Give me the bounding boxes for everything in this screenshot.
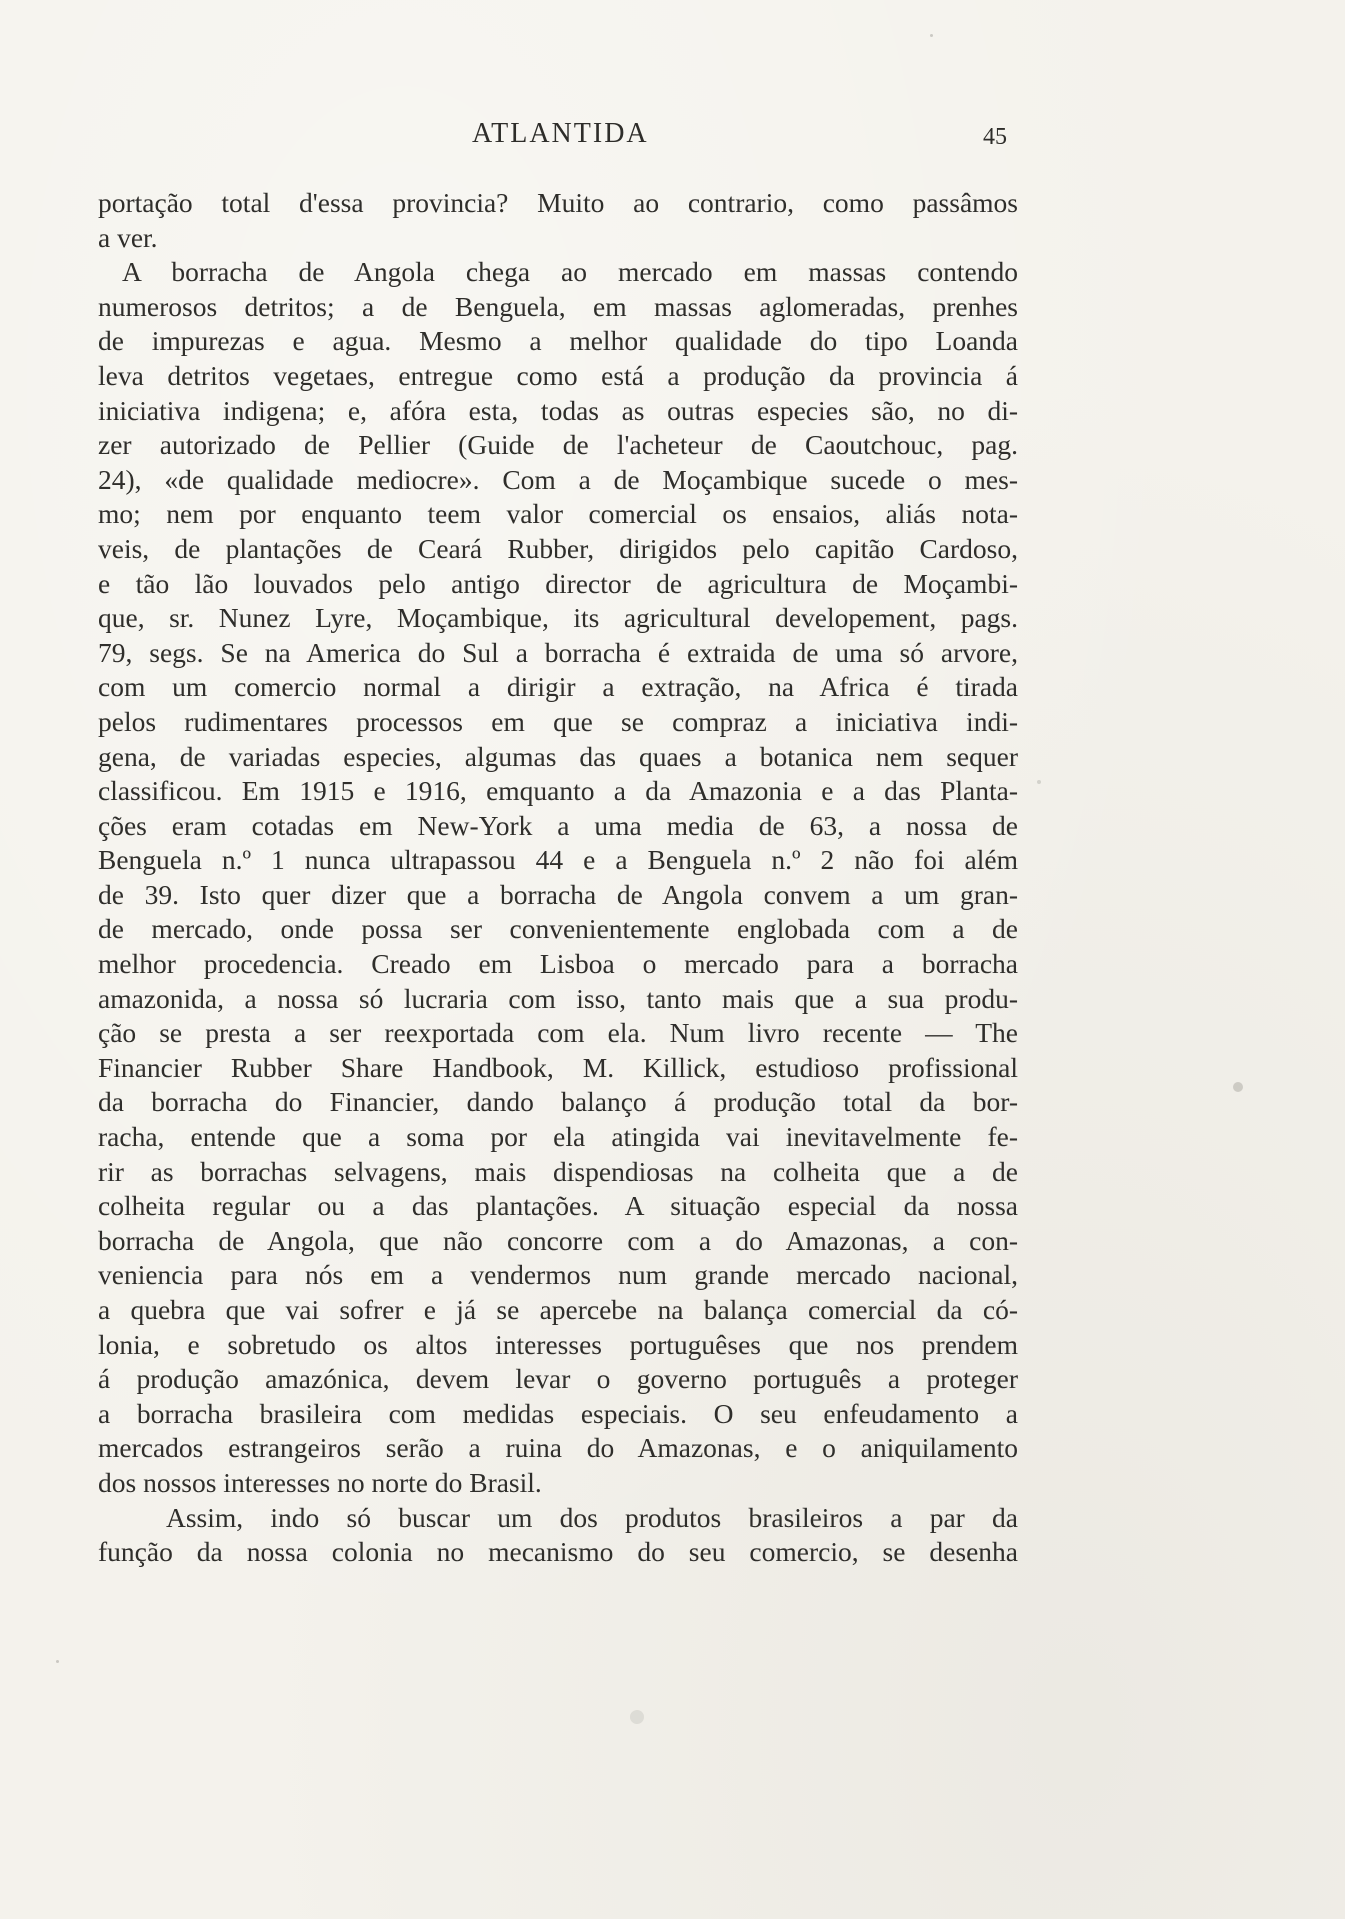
text-line: a ver.	[98, 221, 158, 253]
text-line: 79, segs. Se na America do Sul a borracha é extraida de uma só arvore,	[98, 636, 1018, 668]
text-line: Benguela n.º 1 nunca ultrapassou 44 e a Benguela n.º 2 não foi além	[98, 844, 1018, 876]
text-line: Financier Rubber Share Handbook, M. Killick, estudioso profissional	[98, 1051, 1018, 1083]
page-number: 45	[983, 124, 1007, 150]
text-line: dos nossos interesses no norte do Brasil.	[98, 1466, 542, 1498]
text-line: mo; nem por enquanto teem valor comercial os ensaios, aliás nota-	[98, 498, 1018, 530]
text-line: Assim, indo só buscar um dos produtos brasileiros a par da	[166, 1501, 1018, 1533]
text-line: a borracha brasileira com medidas especiais. O seu enfeudamento a	[98, 1397, 1018, 1429]
text-line: gena, de variadas especies, algumas das quaes a botanica nem sequer	[98, 740, 1018, 772]
text-line: ções eram cotadas em New-York a uma media de 63, a nossa de	[98, 809, 1018, 841]
running-title: ATLANTIDA	[472, 118, 649, 149]
text-line: a quebra que vai sofrer e já se apercebe na balança comercial da có-	[98, 1294, 1018, 1325]
text-line: classificou. Em 1915 e 1916, emquanto a da Amazonia e a das Planta-	[98, 775, 1018, 807]
paper-speck	[56, 1660, 59, 1663]
text-line: á produção amazónica, devem levar o governo português a proteger	[98, 1363, 1018, 1395]
paper-speck	[1233, 1082, 1243, 1092]
text-line: melhor procedencia. Creado em Lisboa o mercado para a borracha	[98, 948, 1018, 980]
text-line: função da nossa colonia no mecanismo do seu comercio, se desenha	[98, 1536, 1018, 1568]
text-line: pelos rudimentares processos em que se compraz a iniciativa indi-	[98, 705, 1018, 737]
text-line: amazonida, a nossa só lucraria com isso, tanto mais que a sua produ-	[98, 982, 1018, 1014]
text-line: numerosos detritos; a de Benguela, em massas aglomeradas, prenhes	[98, 290, 1018, 322]
text-line: rir as borrachas selvagens, mais dispendiosas na colheita que a de	[98, 1155, 1018, 1187]
text-line: iniciativa indigena; e, afóra esta, todas as outras especies são, no di-	[98, 394, 1018, 426]
text-line: de impurezas e agua. Mesmo a melhor qualidade do tipo Loanda	[98, 325, 1018, 357]
text-line: mercados estrangeiros serão a ruina do Amazonas, e o aniquilamento	[98, 1432, 1018, 1464]
text-line: colheita regular ou a das plantações. A situação especial da nossa	[98, 1190, 1018, 1222]
text-line: ção se presta a ser reexportada com ela. Num livro recente — The	[98, 1017, 1018, 1049]
paper-speck	[630, 1710, 644, 1724]
running-header	[0, 118, 1345, 154]
text-line: veniencia para nós em a vendermos num grande mercado nacional,	[98, 1259, 1018, 1291]
text-line: de mercado, onde possa ser convenientemente englobada com a de	[98, 913, 1018, 945]
text-line: A borracha de Angola chega ao mercado em massas contendo	[122, 256, 1018, 288]
text-line: borracha de Angola, que não concorre com a do Amazonas, a con-	[98, 1224, 1018, 1256]
text-line: da borracha do Financier, dando balanço á produção total da bor-	[98, 1086, 1018, 1118]
text-line: lonia, e sobretudo os altos interesses portuguêses que nos prendem	[98, 1328, 1018, 1360]
text-line: racha, entende que a soma por ela atingida vai inevitavelmente fe-	[98, 1121, 1018, 1153]
text-line: com um comercio normal a dirigir a extração, na Africa é tirada	[98, 671, 1018, 703]
text-line: zer autorizado de Pellier (Guide de l'acheteur de Caoutchouc, pag.	[98, 429, 1018, 461]
paper-speck	[1037, 780, 1041, 784]
paper-speck	[930, 34, 933, 37]
text-line: 24), «de qualidade mediocre». Com a de Moçambique sucede o mes-	[98, 463, 1018, 495]
text-line: veis, de plantações de Ceará Rubber, dirigidos pelo capitão Cardoso,	[98, 532, 1018, 564]
text-line: e tão lão louvados pelo antigo director de agricultura de Moçambi-	[98, 567, 1018, 599]
text-line: de 39. Isto quer dizer que a borracha de Angola convem a um gran-	[98, 878, 1018, 910]
body-text	[98, 186, 1018, 1570]
text-line: portação total d'essa provincia? Muito ao contrario, como passâmos	[98, 187, 1018, 218]
text-line: que, sr. Nunez Lyre, Moçambique, its agricultural developement, pags.	[98, 602, 1018, 634]
text-line: leva detritos vegetaes, entregue como está a produção da provincia á	[98, 359, 1018, 391]
